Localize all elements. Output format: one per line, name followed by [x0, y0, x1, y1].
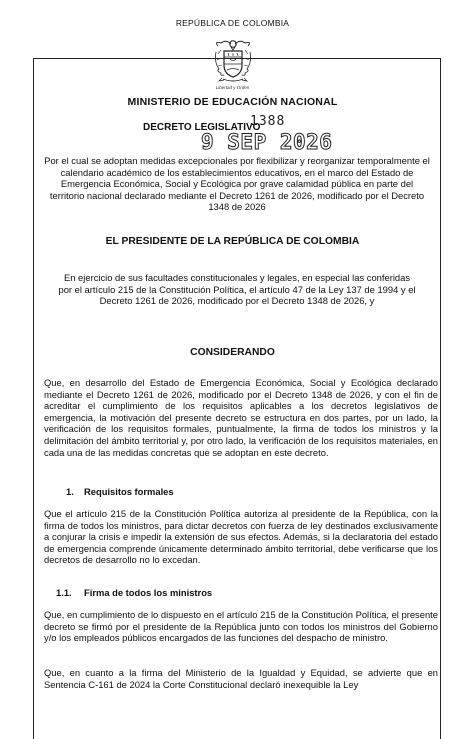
motto-text: Libertad y Orden: [215, 85, 250, 90]
paragraph-4: Que, en cuanto a la firma del Ministerio de la Igualdad y Equidad, se advierte que en Sentencia C-161 de 2024 la Corte Constitucional declaró inexequible la Ley: [44, 667, 438, 690]
section-1-1-number: 1.1.: [56, 587, 72, 598]
section-1-heading: [66, 486, 174, 497]
decree-date-stamp: 9 SEP 2026: [201, 130, 333, 154]
paragraph-1: Que, en desarrollo del Estado de Emergencia Económica, Social y Ecológica declarado mediante el Decreto 1261 de 2026, modificado por el Decreto 1348 de 2026, y con el fin de acreditar el cumplimiento de los requisitos aplicables a los decretos legislativos de emergencia, la motivación del presente decreto se estructura en dos partes, por un lado, la verificación de los requisitos formales, puntualmente, la firma de todos los ministros y la delimitación del ámbito territorial y, por otro lado, la verificación de los requisitos materiales, en cada una de las medidas concretas que se adoptan en este decreto.: [44, 377, 438, 458]
paragraph-3: Que, en cumplimiento de lo dispuesto en el artículo 215 de la Constitución Política, el presente decreto se firmó por el presidente de la República junto con todos los ministros del Gobierno y/o los empleados públicos encargados de las funciones del despacho de ministro.: [44, 609, 438, 644]
colombia-coat-of-arms-icon: [212, 38, 254, 84]
ministry-heading: MINISTERIO DE EDUCACIÓN NACIONAL: [127, 96, 338, 108]
decree-number-stamp: 1388: [250, 114, 286, 129]
decree-summary: Por el cual se adoptan medidas excepcionales por flexibilizar y reorganizar temporalmente el calendario académico de los establecimientos educativos, en el marco del Estado de Emergencia Económica, Social y Ecológica por grave calamidad pública en parte del territorio nacional declarado mediante el Decreto 1261 de 2026, modificado por el Decreto 1348 de 2026: [44, 155, 430, 213]
considerando-heading: CONSIDERANDO: [190, 347, 275, 358]
section-1-title: Requisitos formales: [84, 486, 174, 497]
section-1-number: 1.: [66, 486, 74, 497]
president-heading: EL PRESIDENTE DE LA REPÚBLICA DE COLOMBIA: [105, 236, 360, 247]
republic-heading: REPÚBLICA DE COLOMBIA: [175, 18, 290, 28]
section-1-1-title: Firma de todos los ministros: [84, 587, 213, 598]
paragraph-2: Que el artículo 215 de la Constitución Política autoriza al presidente de la República, con la firma de todos los ministros, para dictar decretos con fuerza de ley destinados exclusivamente a conjurar la crisis e impedir la extensión de sus efectos. Además, si la declaratoria del estado de emergencia comprende únicamente determinado ámbito territorial, debe verificarse que los decretos de desarrollo no lo excedan.: [44, 508, 438, 566]
section-1-1-heading: [56, 587, 212, 598]
decree-label: DECRETO LEGISLATIVO: [143, 122, 261, 133]
faculties-paragraph: En ejercicio de sus facultades constitucionales y legales, en especial las conferidas por el artículo 215 de la Constitución Política, el artículo 47 de la Ley 137 de 1994 y el Decreto 1261 de 2026, modificado por el Decreto 1348 de 2026, y: [58, 272, 416, 307]
